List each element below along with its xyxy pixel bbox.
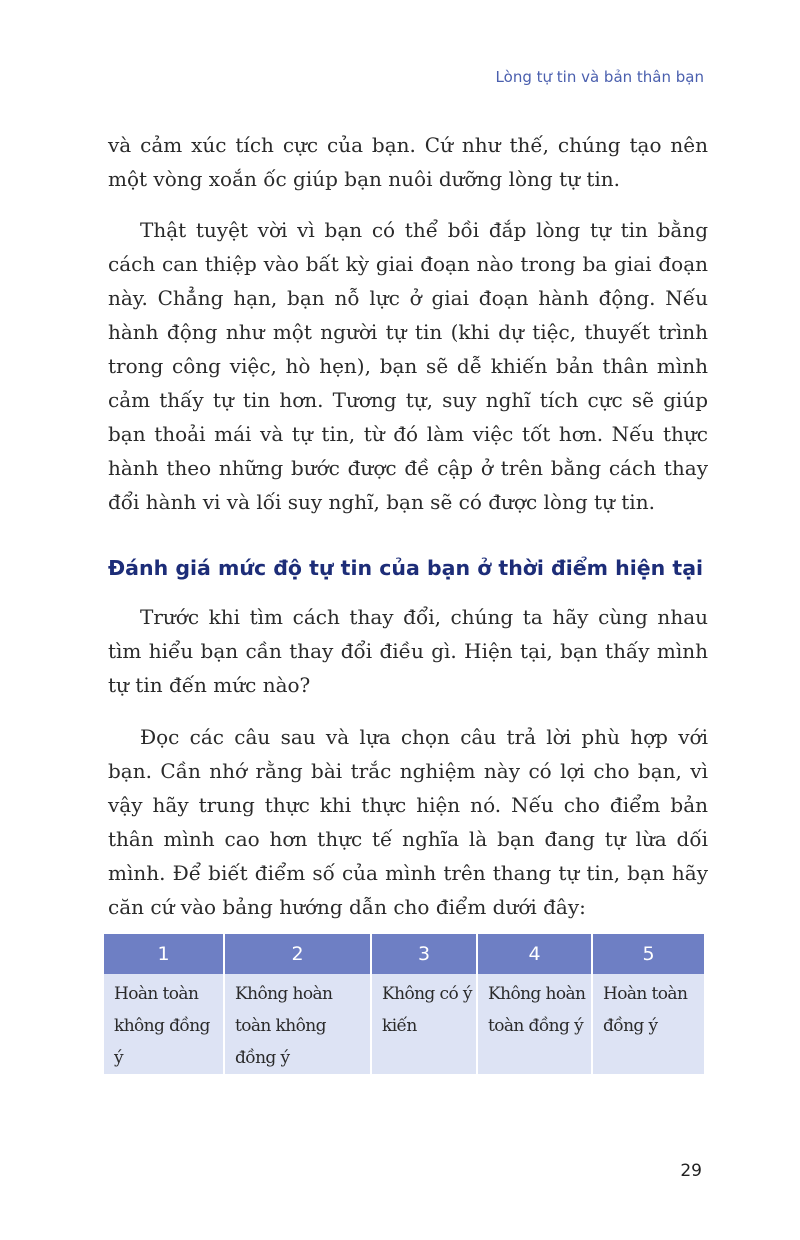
paragraph-instructions: Đọc các câu sau và lựa chọn câu trả lời phù hợp với bạn. Cần nhớ rằng bài trắc nghiệm này có lợi cho bạn, vì vậy hãy trung thực khi thực hiện nó. Nếu cho điểm bản thân mình cao hơn thực tế nghĩa là bạn đang tự lừa dối mình. Để biết điểm số của mình trên thang tự tin, bạn hãy căn cứ vào bảng hướng dẫn cho điểm dưới đây:: [108, 725, 708, 919]
scale-header-cell: 1: [104, 934, 224, 974]
scale-label-cell: Không hoàn toàn không đồng ý: [224, 974, 371, 1074]
scale-header-cell: 2: [224, 934, 371, 974]
scale-label-cell: Hoàn toàn đồng ý: [592, 974, 704, 1074]
scale-header-cell: 5: [592, 934, 704, 974]
section-heading: Đánh giá mức độ tự tin của bạn ở thời điểm hiện tại: [108, 556, 704, 580]
scale-header-cell: 3: [371, 934, 477, 974]
page-number: 29: [680, 1161, 702, 1181]
rating-scale-table: [104, 934, 704, 1074]
running-head: Lòng tự tin và bản thân bạn: [495, 68, 704, 86]
paragraph-before-change: Trước khi tìm cách thay đổi, chúng ta hãy cùng nhau tìm hiểu bạn cần thay đổi điều gì. Hiện tại, bạn thấy mình tự tin đến mức nào?: [108, 605, 708, 697]
paragraph-continuation: và cảm xúc tích cực của bạn. Cứ như thế, chúng tạo nên một vòng xoắn ốc giúp bạn nuôi dưỡng lòng tự tin.: [108, 133, 708, 191]
scale-header-cell: 4: [477, 934, 592, 974]
paragraph-building-confidence: Thật tuyệt vời vì bạn có thể bồi đắp lòng tự tin bằng cách can thiệp vào bất kỳ giai đoạn nào trong ba giai đoạn này. Chẳng hạn, bạn nỗ lực ở giai đoạn hành động. Nếu hành động như một người tự tin (khi dự tiệc, thuyết trình trong công việc, hò hẹn), bạn sẽ dễ khiến bản thân mình cảm thấy tự tin hơn. Tương tự, suy nghĩ tích cực sẽ giúp bạn thoải mái và tự tin, từ đó làm việc tốt hơn. Nếu thực hành theo những bước được đề cập ở trên bằng cách thay đổi hành vi và lối suy nghĩ, bạn sẽ có được lòng tự tin.: [108, 218, 708, 514]
scale-label-cell: Không có ý kiến: [371, 974, 477, 1074]
scale-label-cell: Hoàn toàn không đồng ý: [104, 974, 224, 1074]
scale-label-cell: Không hoàn toàn đồng ý: [477, 974, 592, 1074]
scale-header-row: [104, 934, 704, 974]
scale-label-row: [104, 974, 704, 1074]
